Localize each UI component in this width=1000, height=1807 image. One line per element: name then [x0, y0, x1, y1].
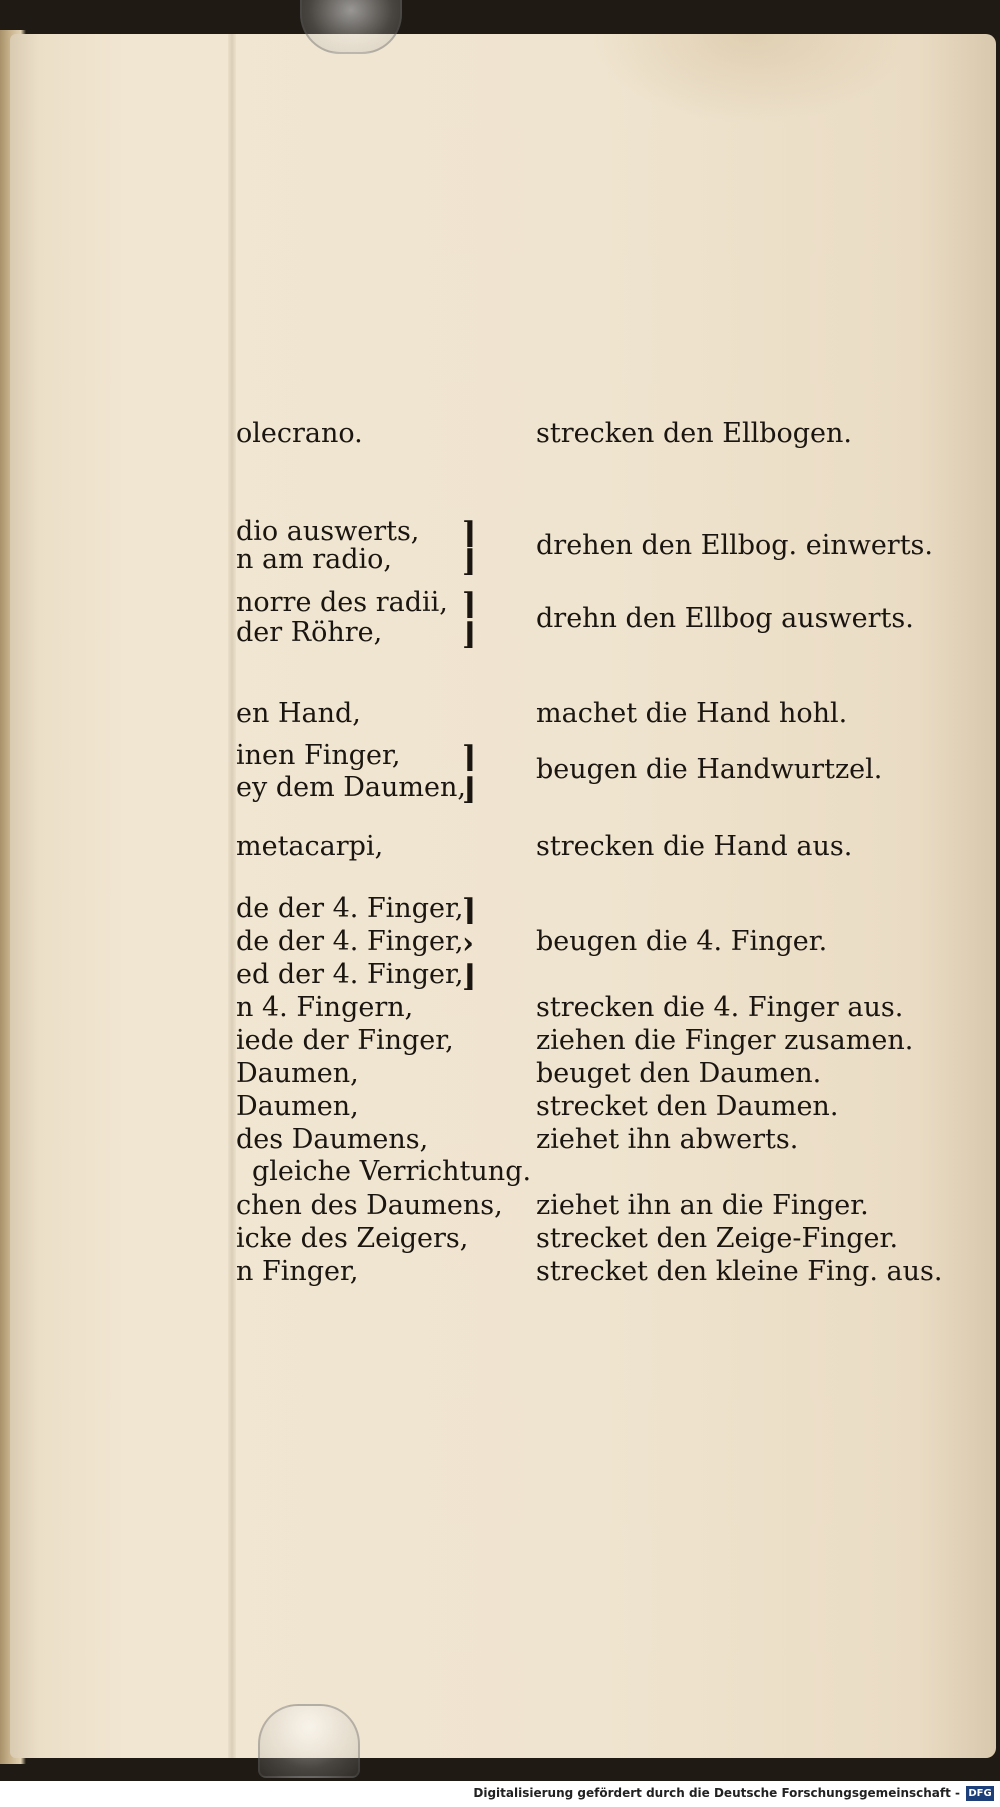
footer-credit-text: Digitalisierung gefördert durch die Deutsche Forschungsgemeinschaft -: [473, 1786, 960, 1800]
row-left-text: Daumen,: [236, 1058, 359, 1089]
row-right-text: strecken die 4. Finger aus.: [536, 992, 904, 1023]
row-right-text: drehen den Ellbog. einwerts.: [536, 530, 933, 561]
row-left-text: n am radio,: [236, 544, 393, 575]
row-right-text: strecket den Daumen.: [536, 1091, 839, 1122]
row-left-text: ed der 4. Finger,: [236, 959, 464, 990]
row-center-text: gleiche Verrichtung.: [252, 1156, 532, 1187]
row-right-text: beuget den Daumen.: [536, 1058, 822, 1089]
row-right-text: ziehet ihn abwerts.: [536, 1124, 799, 1155]
text-row: [236, 893, 976, 927]
text-row: [236, 1058, 976, 1092]
row-right-text: ziehen die Finger zusamen.: [536, 1025, 914, 1056]
row-right-text: drehn den Ellbog auswerts.: [536, 603, 914, 634]
text-row: [236, 831, 976, 865]
row-left-text: der Röhre,: [236, 617, 383, 648]
text-row: [236, 1190, 976, 1224]
paper-stain: [590, 34, 910, 124]
brace-mark: ⌋: [462, 617, 477, 652]
row-left-text: olecrano.: [236, 418, 363, 449]
row-left-text: ey dem Daumen,: [236, 772, 466, 803]
digitization-footer: [0, 1781, 1000, 1807]
row-right-text: strecket den Zeige-Finger.: [536, 1223, 899, 1254]
row-left-text: inen Finger,: [236, 740, 401, 771]
brace-mark: ⌉: [462, 516, 477, 551]
row-left-text: norre des radii,: [236, 587, 448, 618]
row-left-text: chen des Daumens,: [236, 1190, 503, 1221]
row-left-text: dio auswerts,: [236, 516, 420, 547]
row-left-text: n Finger,: [236, 1256, 359, 1287]
text-row: [236, 1156, 976, 1190]
brace-mark: ›: [462, 926, 474, 961]
brace-mark: ⌋: [462, 544, 477, 579]
row-left-text: metacarpi,: [236, 831, 384, 862]
page-fold: [228, 34, 236, 1758]
text-row: [236, 698, 976, 732]
row-left-text: des Daumens,: [236, 1124, 429, 1155]
row-right-text: beugen die 4. Finger.: [536, 926, 828, 957]
text-row: [236, 992, 976, 1026]
row-right-text: strecken den Ellbogen.: [536, 418, 853, 449]
brace-mark: ⌉: [462, 740, 477, 775]
page-clip-bottom: [258, 1704, 360, 1778]
row-right-text: ziehet ihn an die Finger.: [536, 1190, 869, 1221]
row-left-text: icke des Zeigers,: [236, 1223, 469, 1254]
text-row: [236, 1124, 976, 1158]
row-left-text: de der 4. Finger,: [236, 926, 464, 957]
row-right-text: strecket den kleine Fing. aus.: [536, 1256, 943, 1287]
brace-mark: ⌉: [462, 893, 477, 928]
text-row: [236, 603, 976, 652]
text-row: [236, 1091, 976, 1125]
text-row: [236, 1256, 976, 1290]
brace-mark: ⌉: [462, 587, 477, 622]
text-row: [236, 959, 976, 993]
text-row: [236, 926, 976, 960]
brace-mark: ⌋: [462, 959, 477, 994]
row-left-text: Daumen,: [236, 1091, 359, 1122]
row-left-text: en Hand,: [236, 698, 361, 729]
text-row: [236, 1223, 976, 1257]
row-right-text: machet die Hand hohl.: [536, 698, 848, 729]
row-left-text: iede der Finger,: [236, 1025, 454, 1056]
text-row: [236, 418, 976, 452]
row-left-text: n 4. Fingern,: [236, 992, 414, 1023]
row-left-text: de der 4. Finger,: [236, 893, 464, 924]
brace-mark: ⌋: [462, 772, 477, 807]
row-right-text: strecken die Hand aus.: [536, 831, 853, 862]
row-right-text: beugen die Handwurtzel.: [536, 754, 883, 785]
text-row: [236, 1025, 976, 1059]
dfg-logo-icon: DFG: [966, 1786, 994, 1801]
